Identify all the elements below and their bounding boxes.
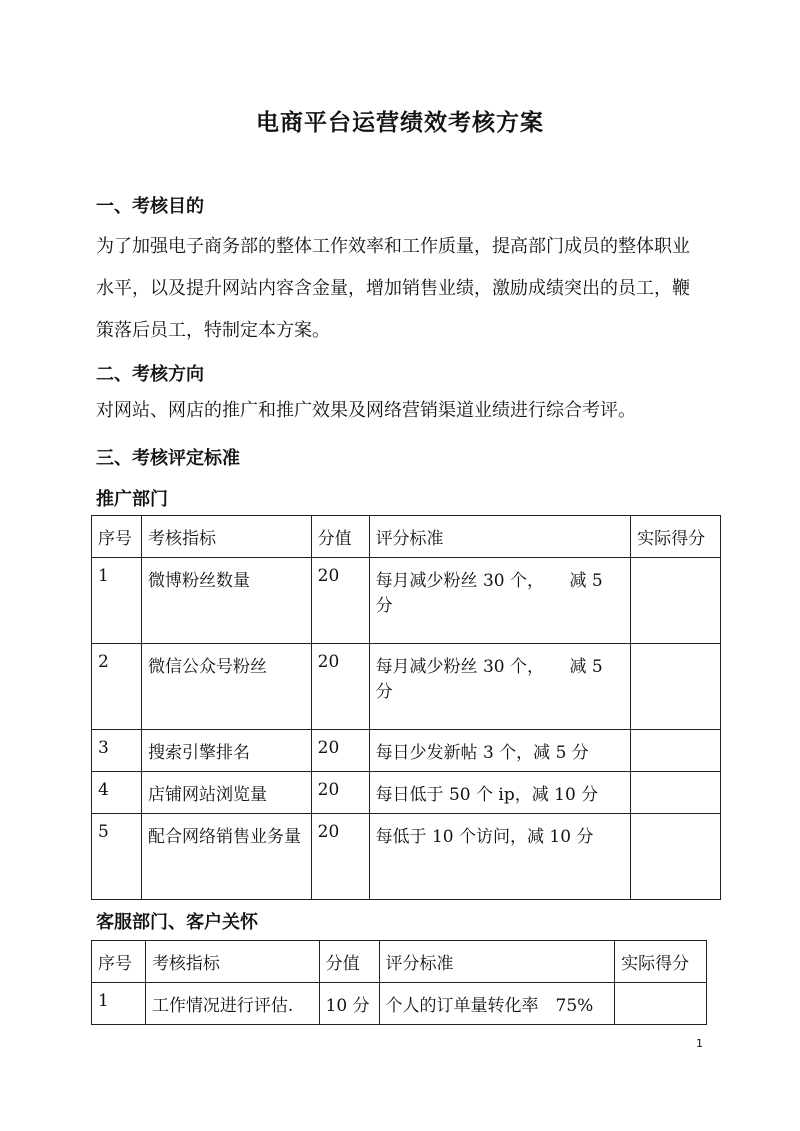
service-header-row	[92, 941, 707, 983]
cell-indicator: 工作情况进行评估.	[145, 983, 319, 1025]
header-cell: 评分标准	[379, 941, 615, 983]
cell-criteria: 每月减少粉丝 30 个， 减 5 分	[369, 644, 631, 730]
table-row	[92, 730, 721, 772]
cell-index: 3	[92, 730, 142, 772]
cell-indicator: 搜索引擎排名	[141, 730, 311, 772]
cell-index: 4	[92, 772, 142, 814]
section2-body: 对网站、网店的推广和推广效果及网络营销渠道业绩进行综合考评。	[96, 400, 636, 421]
section1-body: 为了加强电子商务部的整体工作效率和工作质量，提高部门成员的整体职业水平，以及提升网站内容含金量，增加销售业绩，激励成绩突出的员工，鞭策落后员工，特制定本方案。	[96, 236, 690, 341]
cell-score: 20	[311, 558, 369, 644]
header-cell: 考核指标	[145, 941, 319, 983]
cell-indicator: 微信公众号粉丝	[141, 644, 311, 730]
header-cell: 实际得分	[631, 516, 721, 558]
cell-criteria: 每低于 10 个访问，减 10 分	[369, 814, 631, 900]
service-dept-title: 客服部门、客户关怀	[96, 912, 258, 933]
section3-heading: 三、考核评定标准	[96, 448, 240, 469]
cell-actual-score	[631, 772, 721, 814]
table-row	[92, 772, 721, 814]
promo-table	[91, 515, 721, 900]
header-cell: 考核指标	[141, 516, 311, 558]
header-cell: 序号	[92, 516, 142, 558]
header-cell: 序号	[92, 941, 146, 983]
cell-actual-score	[631, 814, 721, 900]
header-cell: 分值	[319, 941, 379, 983]
cell-actual-score	[631, 730, 721, 772]
document-title: 电商平台运营绩效考核方案	[256, 110, 544, 136]
table-row	[92, 983, 707, 1025]
cell-score: 20	[311, 814, 369, 900]
header-cell: 分值	[311, 516, 369, 558]
cell-score: 20	[311, 730, 369, 772]
cell-index: 5	[92, 814, 142, 900]
header-cell: 实际得分	[615, 941, 707, 983]
page-number: 1	[696, 1037, 703, 1050]
cell-actual-score	[631, 644, 721, 730]
table-row	[92, 814, 721, 900]
cell-indicator: 店铺网站浏览量	[141, 772, 311, 814]
cell-criteria: 每日低于 50 个 ip，减 10 分	[369, 772, 631, 814]
section2-heading: 二、考核方向	[96, 364, 204, 385]
cell-index: 1	[92, 983, 146, 1025]
table-row	[92, 644, 721, 730]
table-row	[92, 558, 721, 644]
cell-actual-score	[631, 558, 721, 644]
cell-criteria: 每月减少粉丝 30 个， 减 5 分	[369, 558, 631, 644]
cell-score: 10 分	[319, 983, 379, 1025]
cell-actual-score	[615, 983, 707, 1025]
cell-indicator: 配合网络销售业务量	[141, 814, 311, 900]
cell-score: 20	[311, 644, 369, 730]
cell-index: 1	[92, 558, 142, 644]
cell-index: 2	[92, 644, 142, 730]
promo-header-row	[92, 516, 721, 558]
cell-criteria: 个人的订单量转化率 75%	[379, 983, 615, 1025]
header-cell: 评分标准	[369, 516, 631, 558]
section1-heading: 一、考核目的	[96, 196, 204, 217]
cell-indicator: 微博粉丝数量	[141, 558, 311, 644]
service-table	[91, 940, 707, 1025]
promo-dept-title: 推广部门	[96, 489, 168, 510]
cell-criteria: 每日少发新帖 3 个，减 5 分	[369, 730, 631, 772]
cell-score: 20	[311, 772, 369, 814]
